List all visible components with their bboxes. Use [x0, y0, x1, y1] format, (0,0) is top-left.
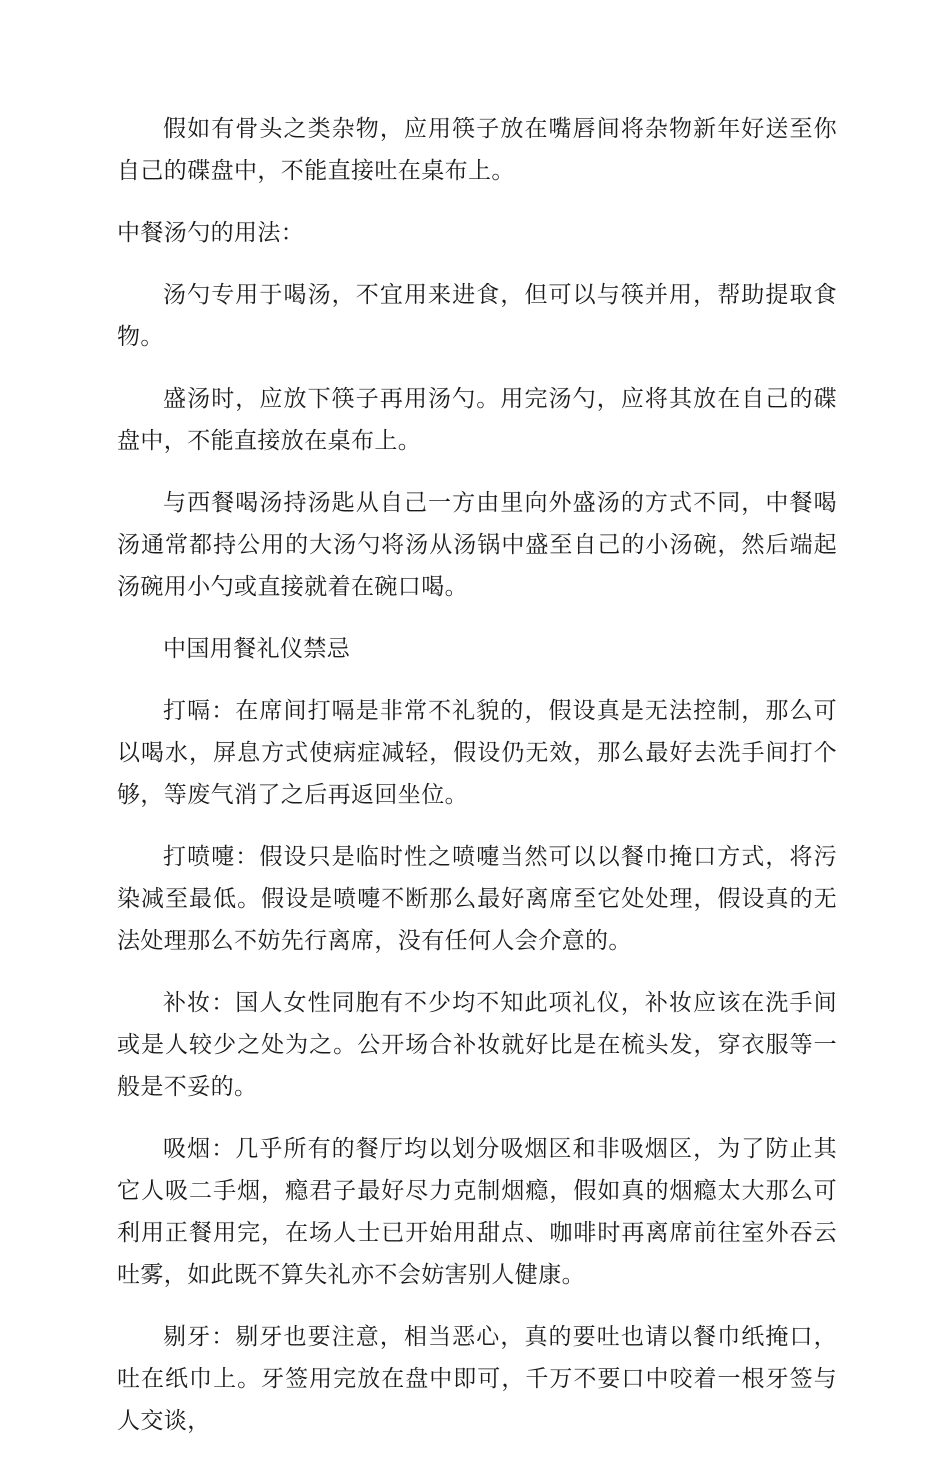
paragraph-burping: 打嗝：在席间打嗝是非常不礼貌的，假设真是无法控制，那么可以喝水，屏息方式使病症减轻，假设仍无效，那么最好去洗手间打个够，等废气消了之后再返回坐位。	[117, 698, 837, 808]
heading-dining-taboos: 中国用餐礼仪禁忌	[163, 636, 351, 662]
paragraph-toothpick: 剔牙：剔牙也要注意，相当恶心，真的要吐也请以餐巾纸掩口，吐在纸巾上。牙签用完放在盘中即可，千万不要口中咬着一根牙签与人交谈，	[117, 1324, 837, 1434]
paragraph-serving-soup: 盛汤时，应放下筷子再用汤勺。用完汤勺，应将其放在自己的碟盘中，不能直接放在桌布上。	[117, 386, 837, 454]
document-body	[117, 108, 837, 1462]
heading-soup-spoon-usage: 中餐汤勺的用法：	[117, 220, 305, 246]
paragraph-spoon-purpose: 汤勺专用于喝汤，不宜用来进食，但可以与筷并用，帮助提取食物。	[117, 282, 837, 350]
paragraph-smoking: 吸烟：几乎所有的餐厅均以划分吸烟区和非吸烟区，为了防止其它人吸二手烟，瘾君子最好尽力克制烟瘾，假如真的烟瘾太大那么可利用正餐用完，在场人士已开始用甜点、咖啡时再离席前往室外吞云吐雾，如此既不算失礼亦不会妨害别人健康。	[117, 1136, 837, 1288]
paragraph-makeup: 补妆：国人女性同胞有不少均不知此项礼仪，补妆应该在洗手间或是人较少之处为之。公开场合补妆就好比是在梳头发，穿衣服等一般是不妥的。	[117, 990, 837, 1100]
paragraph-western-vs-chinese-soup: 与西餐喝汤持汤匙从自己一方由里向外盛汤的方式不同，中餐喝汤通常都持公用的大汤勺将汤从汤锅中盛至自己的小汤碗，然后端起汤碗用小勺或直接就着在碗口喝。	[117, 490, 837, 600]
paragraph-bone-disposal: 假如有骨头之类杂物，应用筷子放在嘴唇间将杂物新年好送至你自己的碟盘中，不能直接吐在桌布上。	[117, 116, 837, 184]
paragraph-sneezing: 打喷嚏：假设只是临时性之喷嚏当然可以以餐巾掩口方式，将污染减至最低。假设是喷嚏不断那么最好离席至它处处理，假设真的无法处理那么不妨先行离席，没有任何人会介意的。	[117, 844, 837, 954]
